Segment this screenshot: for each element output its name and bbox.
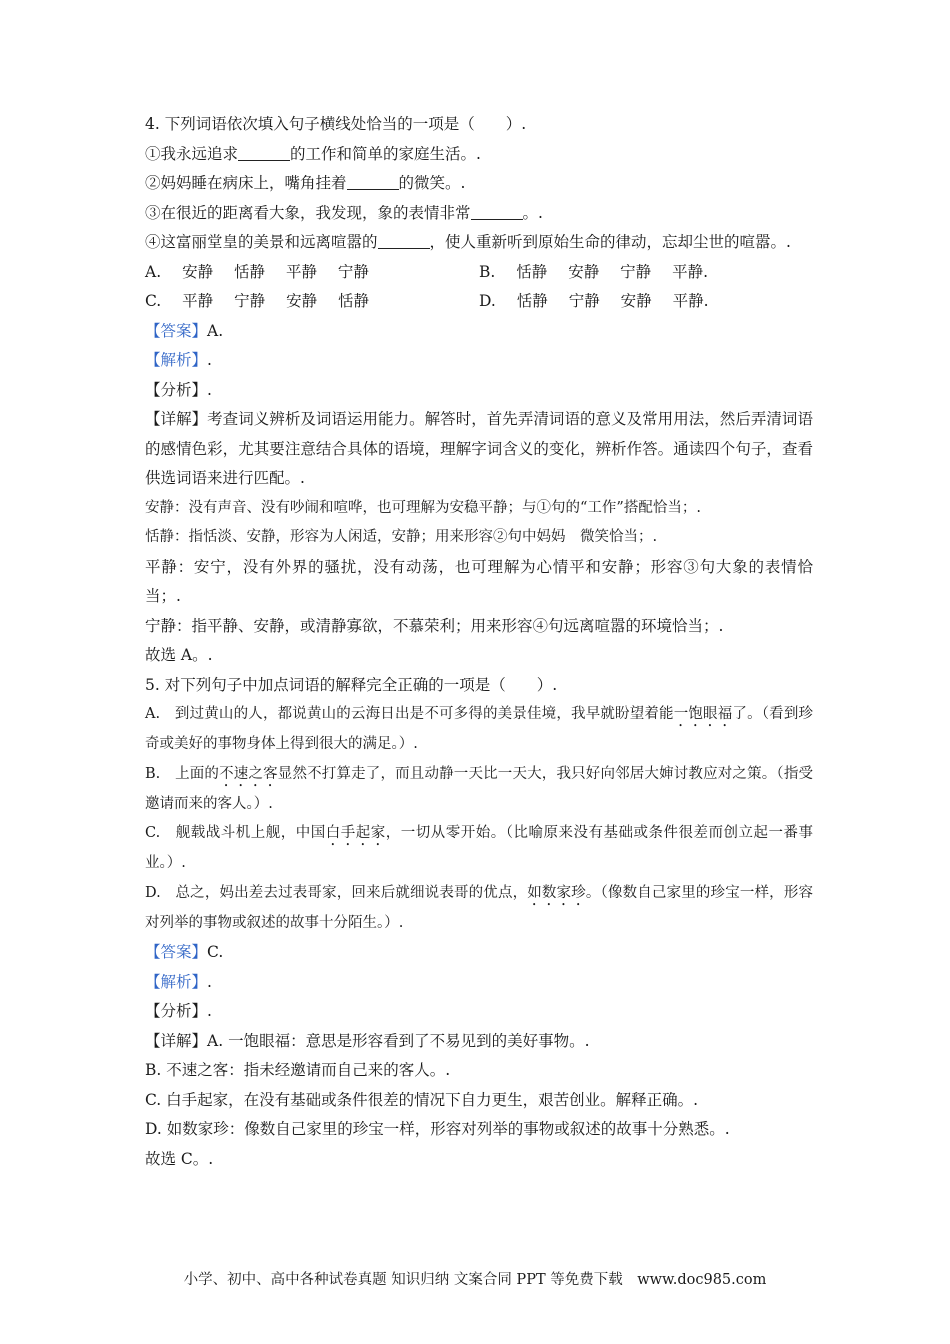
q4-sentence-4: [145, 228, 813, 258]
detail-text: A. 一饱眼福：意思是形容看到了不易见到的美好事物。.: [207, 1031, 590, 1050]
answer-tag: 【答案】: [145, 321, 208, 340]
q5-b-pre: B. 上面的: [145, 765, 220, 782]
q5-detail-c: C. 白手起家，在没有基础或条件很差的情况下自力更生，艰苦创业。解释正确。.: [145, 1090, 699, 1109]
q5-answer: [145, 938, 813, 968]
analysis-value: .: [207, 972, 212, 991]
q4-anjing: 安静：没有声音、没有吵闹和喧哗，也可理解为安稳平静；与①句的“工作”搭配恰当；.: [145, 499, 701, 516]
fenxi-tag: 【分析】: [145, 380, 208, 399]
q4-option-d: [479, 287, 813, 317]
q4-options-row-2: [145, 287, 813, 317]
q5-a-pre: A. 到过黄山的人，都说黄山的云海日出是不可多得的美景佳境，我早就盼望着能: [145, 706, 674, 722]
fill-blank: [347, 174, 399, 191]
q5-c-dotted-word: 白手起家: [325, 825, 386, 841]
option-letter: A.: [145, 262, 162, 281]
q5-option-c: [145, 819, 813, 879]
option-word: 宁静: [620, 262, 652, 281]
q4-jiexi: [145, 346, 813, 376]
document-page: [145, 110, 813, 1174]
option-word: 平静: [182, 292, 214, 310]
fill-blank: [378, 233, 430, 250]
fenxi-value: .: [207, 1002, 212, 1020]
q4-sentence-3: [145, 199, 813, 229]
answer-value: C.: [207, 943, 224, 961]
analysis-tag: 【解析】: [145, 351, 208, 369]
analysis-tag: 【解析】: [145, 972, 208, 991]
analysis-value: .: [207, 351, 212, 369]
q4-s2-pre: ②妈妈睡在病床上，嘴角挂着: [145, 174, 347, 192]
answer-tag: 【答案】: [145, 943, 208, 961]
option-word: 平静.: [672, 262, 709, 281]
q4-sentence-2: [145, 169, 813, 199]
q5-detail-a: [145, 1027, 813, 1057]
q5-conclusion: 故选 C。.: [145, 1149, 214, 1168]
option-word: 平静.: [672, 292, 709, 310]
option-letter: B.: [479, 262, 496, 281]
q5-d-pre: D. 总之，妈出差去过表哥家，回来后就细说表哥的优点，: [145, 884, 528, 901]
option-word: 安静: [182, 262, 214, 281]
option-word: 安静: [286, 292, 318, 310]
q5-a-post: 了。（看到珍奇或美好的事物身体上得到很大的满足。）.: [145, 706, 814, 752]
option-word: 恬静: [338, 292, 370, 310]
fenxi-value: .: [207, 380, 212, 399]
fill-blank: [471, 203, 523, 220]
q5-option-b: [145, 760, 813, 820]
q5-option-d: [145, 879, 813, 939]
q4-s2-post: 的微笑。.: [398, 174, 466, 192]
q5-fenxi: [145, 997, 813, 1027]
fenxi-tag: 【分析】: [145, 1002, 208, 1020]
q4-options-row-1: [145, 258, 813, 288]
option-letter: C.: [145, 292, 162, 310]
q5-d-post: 。（像数自己家里的珍宝一样，形容对列举的事物或叙述的故事十分陌生。）.: [145, 884, 813, 931]
q4-tianjing: 恬静：指恬淡、安静，形容为人闲适，安静；用来形容②句中妈妈 微笑恰当；.: [145, 529, 658, 545]
q4-ningjing: 宁静：指平静、安静，或清静寡欲，不慕荣利；用来形容④句远离喧嚣的环境恰当；.: [145, 616, 724, 635]
q5-detail-b: B. 不速之客：指未经邀请而自己来的客人。.: [145, 1061, 451, 1079]
option-word: 宁静: [234, 292, 266, 310]
q5-c-pre: C. 舰载战斗机上舰，中国: [145, 825, 326, 841]
page-footer: 小学、初中、高中各种试卷真题 知识归纳 文案合同 PPT 等免费下载 www.doc985.com: [183, 1272, 767, 1288]
option-letter: D.: [479, 292, 496, 310]
q4-answer: [145, 317, 813, 347]
option-word: 恬静: [234, 262, 266, 281]
detail-tag: 【详解】: [145, 1031, 208, 1050]
q4-s4-pre: ④这富丽堂皇的美景和远离喧嚣的: [145, 233, 378, 251]
q5-d-dotted-word: 如数家珍: [527, 884, 586, 901]
q4-s1-post: 的工作和简单的家庭生活。.: [290, 144, 481, 163]
q5-jiexi: [145, 968, 813, 998]
option-word: 安静: [568, 262, 600, 281]
option-word: 恬静: [516, 262, 548, 281]
q4-s3-pre: ③在很近的距离看大象，我发现，象的表情非常: [145, 203, 471, 222]
q5-b-post: 显然不打算走了，而且动静一天比一天大，我只好向邻居大婶讨教应对之策。（指受邀请而来的客人。）.: [145, 765, 814, 812]
option-word: 平静: [285, 262, 317, 281]
q4-s4-post: ，使人重新听到原始生命的律动，忘却尘世的喧嚣。.: [429, 233, 791, 251]
option-word: 恬静: [516, 292, 548, 310]
detail-text: 考查词义辨析及词语运用能力。解答时，首先弄清词语的意义及常用用法，然后弄清词语的感情色彩，尤其要注意结合具体的语境，理解字词含义的变化，辨析作答。通读四个句子，查看供选词语来进行匹配。.: [145, 410, 813, 487]
option-word: 宁静: [568, 292, 600, 310]
q4-fenxi: [145, 376, 813, 406]
q5-option-a: [145, 700, 813, 760]
q4-conclusion: 故选 A。.: [145, 646, 213, 664]
q4-s1-pre: ①我永远追求: [145, 144, 239, 163]
option-word: 宁静: [337, 262, 369, 281]
q4-option-c: [145, 287, 479, 317]
q4-s3-post: 。.: [522, 203, 543, 222]
q5-detail-d: D. 如数家珍：像数自己家里的珍宝一样，形容对列举的事物或叙述的故事十分熟悉。.: [145, 1120, 730, 1138]
q4-sentence-1: [145, 140, 813, 170]
q4-option-b: [479, 258, 813, 288]
q4-detail: [145, 405, 813, 494]
detail-tag: 【详解】: [145, 410, 208, 428]
q4-stem: 4. 下列词语依次填入句子横线处恰当的一项是（ ）.: [145, 115, 527, 133]
q5-a-dotted-word: 一饱眼福: [673, 706, 733, 722]
q5-stem: 5. 对下列句子中加点词语的解释完全正确的一项是（ ）.: [145, 675, 558, 694]
answer-value: A.: [207, 321, 224, 340]
q4-pingjing: 平静：安宁，没有外界的骚扰，没有动荡，也可理解为心情平和安静；形容③句大象的表情恰当；.: [145, 557, 813, 605]
q5-b-dotted-word: 不速之客: [219, 765, 278, 782]
q4-option-a: [145, 258, 479, 288]
option-word: 安静: [620, 292, 652, 310]
fill-blank: [238, 144, 290, 161]
q5-c-post: ，一切从零开始。（比喻原来没有基础或条件很差而创立起一番事业。）.: [145, 825, 814, 871]
